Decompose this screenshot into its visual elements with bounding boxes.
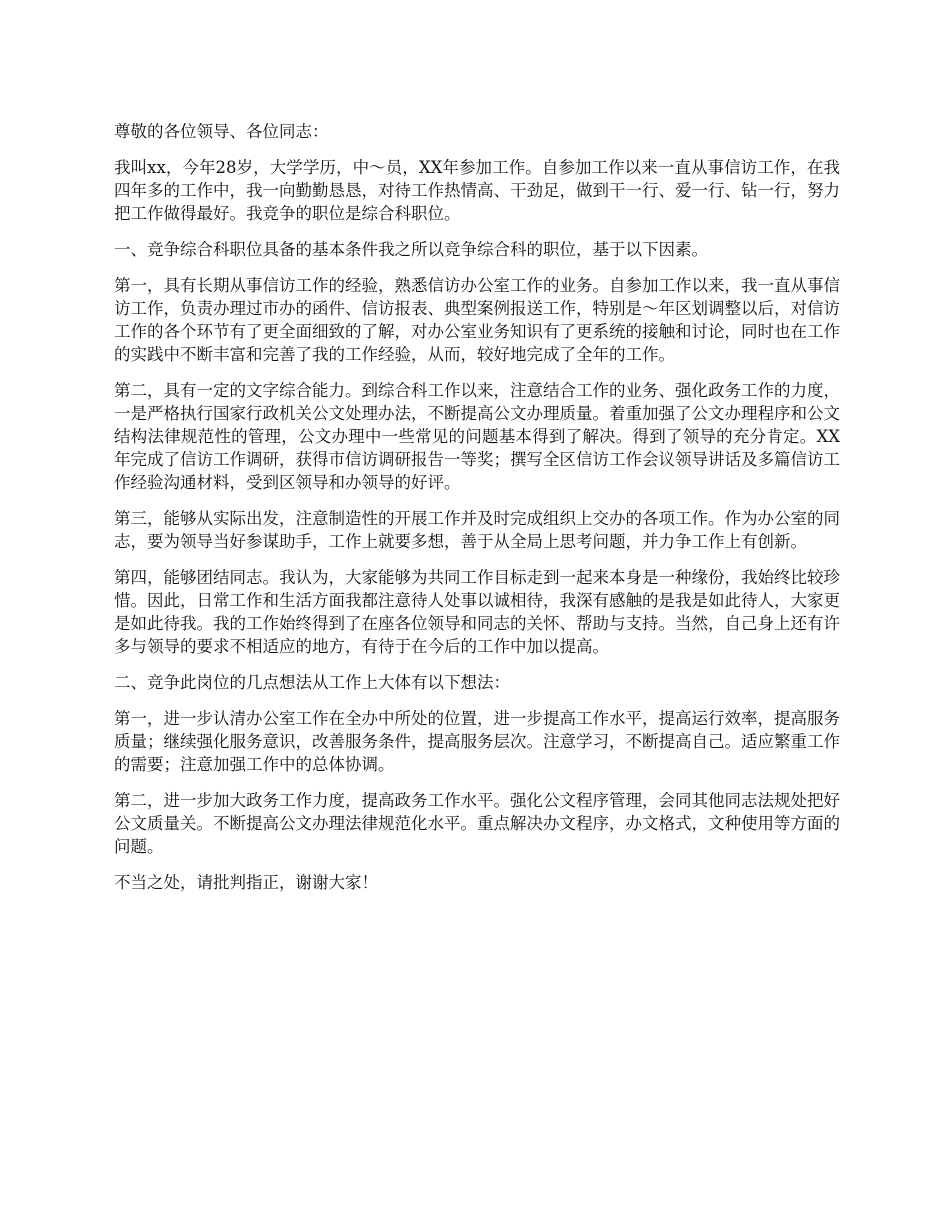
paragraph-intro: 我叫xx，今年28岁，大学学历，中～员，XX年参加工作。自参加工作以来一直从事信访工作，在我四年多的工作中，我一向勤勤恳恳，对待工作热情高、干劲足，做到干一行、爱一行、钻一行，努力把工作做得最好。我竞争的职位是综合科职位。 — [114, 158, 840, 223]
closing-remark: 不当之处，请批判指正，谢谢大家！ — [114, 873, 378, 892]
section-heading-1: 一、竞争综合科职位具备的基本条件我之所以竞争综合科的职位，基于以下因素。 — [114, 240, 708, 259]
paragraph-fourth-point: 第四，能够团结同志。我认为，大家能够为共同工作目标走到一起来本身是一种缘份，我始终比较珍惜。因此，日常工作和生活方面我都注意待人处事以诚相待，我深有感触的是我是如此待人，大家更是如此待我。我的工作始终得到了在座各位领导和同志的关怀、帮助与支持。当然，自己身上还有许多与领导的要求不相适应的地方，有待于在今后的工作中加以提高。 — [114, 568, 840, 656]
paragraph-first-point: 第一，具有长期从事信访工作的经验，熟悉信访办公室工作的业务。自参加工作以来，我一直从事信访工作，负责办理过市办的函件、信访报表、典型案例报送工作，特别是～年区划调整以后，对信访工作的各个环节有了更全面细致的了解，对办公室业务知识有了更系统的接触和讨论，同时也在工作的实践中不断丰富和完善了我的工作经验，从而，较好地完成了全年的工作。 — [114, 276, 840, 364]
salutation: 尊敬的各位领导、各位同志： — [114, 122, 329, 141]
paragraph-third-point: 第三，能够从实际出发，注意制造性的开展工作并及时完成组织上交办的各项工作。作为办公室的同志，要为领导当好参谋助手，工作上就要多想，善于从全局上思考问题，并力争工作上有创新。 — [114, 509, 840, 551]
document-body — [114, 120, 840, 907]
paragraph-second-point: 第二，具有一定的文字综合能力。到综合科工作以来，注意结合工作的业务、强化政务工作的力度，一是严格执行国家行政机关公文处理办法，不断提高公文办理质量。着重加强了公文办理程序和公文结构法律规范性的管理，公文办理中一些常见的问题基本得到了解决。得到了领导的充分肯定。XX年完成了信访工作调研，获得市信访调研报告一等奖；撰写全区信访工作会议领导讲话及多篇信访工作经验沟通材料，受到区领导和办领导的好评。 — [114, 381, 840, 492]
paragraph-idea-second: 第二，进一步加大政务工作力度，提高政务工作水平。强化公文程序管理，会同其他同志法规处把好公文质量关。不断提高公文办理法律规范化水平。重点解决办文程序，办文格式，文种使用等方面的问题。 — [114, 791, 840, 856]
paragraph-idea-first: 第一，进一步认清办公室工作在全办中所处的位置，进一步提高工作水平，提高运行效率，提高服务质量；继续强化服务意识，改善服务条件，提高服务层次。注意学习，不断提高自己。适应繁重工作的需要；注意加强工作中的总体协调。 — [114, 709, 840, 774]
section-heading-2: 二、竞争此岗位的几点想法从工作上大体有以下想法： — [114, 673, 510, 692]
